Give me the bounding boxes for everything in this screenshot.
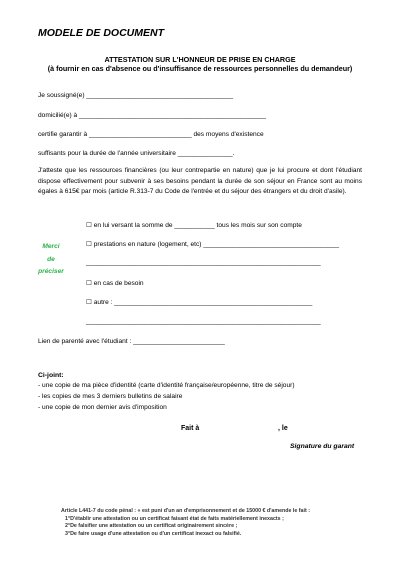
article-line: 1°D'établir une attestation ou un certificat faisant état de faits matériellement inexacts ; xyxy=(65,515,284,522)
option-blank-line-2[interactable]: ________________________________________________________________ xyxy=(86,318,321,325)
attestation-title: ATTESTATION SUR L'HONNEUR DE PRISE EN CHARGE xyxy=(104,55,296,64)
merci-de-label: de xyxy=(47,256,55,263)
signature-label: Signature du garant xyxy=(290,443,355,450)
article-line: 2°De falsifier une attestation ou un certificat originairement sincère ; xyxy=(65,523,238,530)
cijoint-item: - une copie de mon dernier avis d'imposition xyxy=(38,404,167,411)
merci-preciser-label: préciser xyxy=(38,268,64,275)
fait-a-label: Fait à xyxy=(181,425,200,432)
merci-label: Merci xyxy=(42,243,60,250)
article-penal xyxy=(61,508,310,538)
option-prestations[interactable]: ☐ prestations en nature (logement, etc) _____________________________________ xyxy=(86,241,340,248)
cijoint-item: - une copie de ma pièce d'identité (carte d'identité française/européenne, titre de séjour) xyxy=(38,382,295,389)
cijoint-title: Ci-joint: xyxy=(38,372,64,379)
cijoint-item: - les copies de mes 3 derniers bulletins de salaire xyxy=(38,393,183,400)
attestation-subtitle: (à fournir en cas d'absence ou d'insuffisance de ressources personnelles du demandeur) xyxy=(47,64,353,73)
option-besoin[interactable]: ☐ en cas de besoin xyxy=(86,280,144,287)
attestation-paragraph: J'atteste que les ressources financières (ou leur contrepartie en nature) que je lui procure et dont l'étudiant dispose effectivement pour subvenir à ses besoins pendant la durée de son séjour en France sont au moins égales à 615€ par mois (article R.313-7 du Code de l'entrée et du séjour des étrangers et du droit d'asile). xyxy=(38,167,362,195)
field-soussigne[interactable]: Je soussigné(e) ________________________________________ xyxy=(38,92,234,99)
option-blank-line[interactable]: ________________________________________________________________ xyxy=(86,259,321,266)
field-suffisants[interactable]: suffisants pour la durée de l'année universitaire _______________. xyxy=(38,150,235,157)
document-title: MODELE DE DOCUMENT xyxy=(38,27,164,39)
option-versant[interactable]: ☐ en lui versant la somme de ___________ tous les mois sur son compte xyxy=(86,222,302,229)
le-label: , le xyxy=(278,425,288,432)
article-line: Article L441-7 du code pénal : « est puni d'un an d'emprisonnement et de 15000 € d'amende le fait : xyxy=(61,508,310,514)
field-certifie[interactable]: certifie garantir à ____________________________ des moyens d'existence xyxy=(38,131,264,138)
option-autre[interactable]: ☐ autre : ______________________________________________________ xyxy=(86,299,313,306)
field-lien-parente[interactable]: Lien de parenté avec l'étudiant : _________________________ xyxy=(38,338,225,345)
article-line: 3°De faire usage d'une attestation ou d'un certificat inexact ou falsifié. xyxy=(65,530,242,537)
field-domicilie[interactable]: domicilié(e) à ___________________________________________________ xyxy=(38,112,267,119)
